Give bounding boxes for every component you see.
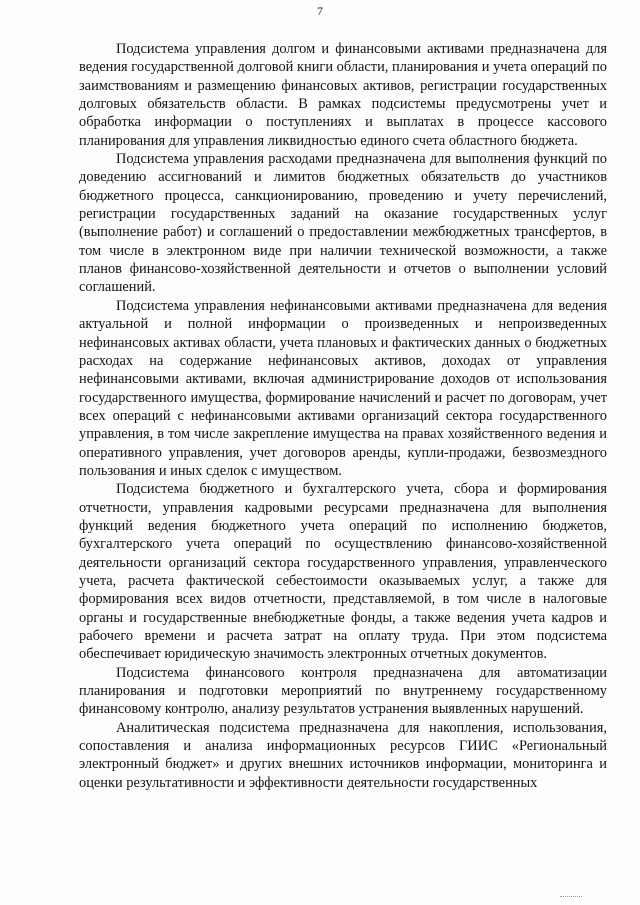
document-body (79, 40, 607, 792)
paragraph-expense-management: Подсистема управления расходами предназначена для выполнения функций по доведению ассигнований и лимитов бюджетных обязательств до участников бюджетного процесса, санкционированию, проведению и учету перечислений, регистрации государственных заданий на оказание государственных услуг (выполнение работ) и соглашений о предоставлении межбюджетных трансфертов, в том числе в электронном виде при наличии технической возможности, а также планов финансово-хозяйственной деятельности и отчетов о выполнении условий соглашений. (79, 151, 607, 296)
paragraph-financial-control: Подсистема финансового контроля предназначена для автоматизации планирования и подготовки мероприятий по внутреннему государственному финансовому контролю, анализу результатов устранения выявленных нарушений. (79, 664, 607, 718)
scan-artifact (560, 896, 582, 899)
paragraph-analytics: Аналитическая подсистема предназначена для накопления, использования, сопоставления и анализа информационных ресурсов ГИИС «Региональный электронный бюджет» и других внешних источников информации, мониторинга и оценки результативности и эффективности деятельности государственных (79, 719, 607, 791)
paragraph-debt-management: Подсистема управления долгом и финансовыми активами предназначена для ведения государственной долговой книги области, планирования и учета операций по заимствованиям и размещению финансовых активов, регистрации государственных долговых обязательств области. В рамках подсистемы предусмотрены учет и обработка информации о поступлениях и выплатах в процессе кассового планирования для управления ликвидностью единого счета областного бюджета. (79, 41, 607, 149)
paragraph-accounting-reporting: Подсистема бюджетного и бухгалтерского учета, сбора и формирования отчетности, управления кадровыми ресурсами предназначена для выполнения функций ведения бюджетного учета операций по исполнению бюджетов, бухгалтерского учета операций по осуществлению финансово-хозяйственной деятельности организаций сектора государственного управления, управленческого учета, расчета фактической себестоимости оказываемых услуг, а также для формирования всех видов отчетности, представляемой, в том числе в налоговые органы и государственные внебюджетные фонды, а также ведения учета кадров и рабочего времени и расчета затрат на оплату труда. При этом подсистема обеспечивает юридическую значимость электронных отчетных документов. (79, 481, 607, 663)
page-number: 7 (317, 4, 323, 18)
paragraph-nonfinancial-assets: Подсистема управления нефинансовыми активами предназначена для ведения актуальной и полной информации о произведенных и непроизведенных нефинансовых активах области, учета плановых и фактических данных о бюджетных расходах на содержание нефинансовых активов, доходах от управления нефинансовыми активами, включая администрирование доходов от использования государственного имущества, формирование начислений и расчет по договорам, учет всех операций с нефинансовыми активами организаций сектора государственного управления, в том числе закрепление имущества на правах хозяйственного ведения и оперативного управления, учет договоров аренды, купли-продажи, безвозмездного пользования и иных сделок с имуществом. (79, 297, 607, 479)
